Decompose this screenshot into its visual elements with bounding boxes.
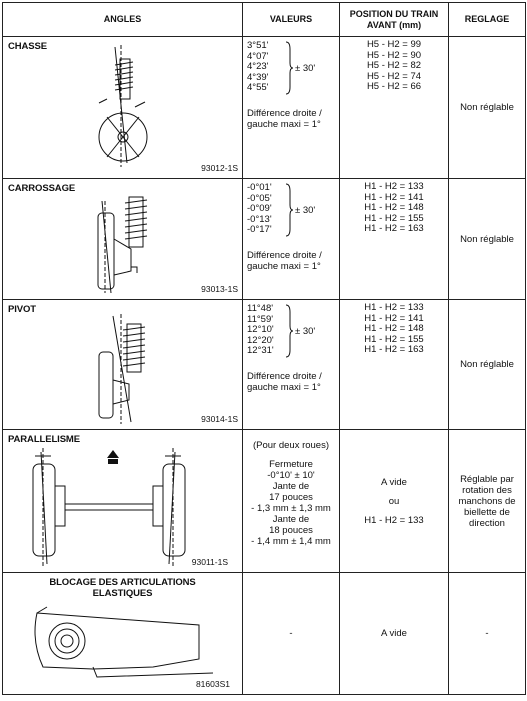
position-item: H1 - H2 = 133 (364, 514, 424, 526)
value-item: 17 pouces (269, 492, 313, 503)
reglage-cell: Non réglable (449, 179, 526, 300)
angle-name (3, 578, 242, 599)
position-item: H1 - H2 = 141 (364, 191, 424, 203)
position-cell: A vide (340, 573, 449, 695)
brace-icon (285, 304, 293, 358)
reglage-cell: Réglable par rotation des manchons de biellette de direction (449, 430, 526, 573)
position-item: H5 - H2 = 90 (366, 49, 422, 61)
figure-ref: 93012-1S (201, 163, 238, 173)
value-item: 11°59' (247, 313, 274, 325)
angle-name: CARROSSAGE (8, 183, 76, 194)
position-item: H1 - H2 = 148 (364, 323, 424, 334)
direction-arrow-icon (107, 450, 119, 458)
position-item: H5 - H2 = 99 (366, 39, 422, 50)
value-item: 18 pouces (269, 525, 313, 536)
values-cell: - (243, 573, 340, 695)
tolerance: ± 30' (295, 326, 316, 337)
values-cell (243, 300, 340, 430)
tolerance: ± 30' (295, 205, 316, 216)
value-item: - 1,4 mm ± 1,4 mm (251, 536, 331, 547)
brace-icon (285, 183, 293, 237)
table-row (3, 37, 526, 179)
header-reglage: REGLAGE (449, 3, 526, 37)
values-cell (243, 37, 340, 179)
figure-ref: 93013-1S (201, 284, 238, 294)
position-item: H1 - H2 = 133 (364, 302, 424, 313)
position-item: ou (388, 495, 400, 507)
position-item: H5 - H2 = 66 (366, 81, 422, 92)
parallelisme-diagram (3, 430, 243, 573)
value-item: 12°10' (247, 324, 274, 335)
values-cell (243, 179, 340, 300)
header-valeurs: VALEURS (243, 3, 340, 37)
figure-ref: 93014-1S (201, 414, 238, 424)
position-cell (340, 179, 449, 300)
table-row (3, 430, 526, 573)
difference-note: Différence droite / gauche maxi = 1° (247, 370, 322, 393)
position-item: H1 - H2 = 155 (364, 212, 424, 224)
position-item: H5 - H2 = 74 (366, 70, 422, 82)
header-row (3, 3, 526, 37)
difference-note: Différence droite / gauche maxi = 1° (247, 107, 322, 130)
value-item: (Pour deux roues) (252, 440, 330, 451)
figure-ref: 81603S1 (195, 679, 230, 689)
value-item: Jante de (272, 481, 310, 492)
value-item: 4°07' (247, 50, 269, 62)
position-item: H1 - H2 = 163 (364, 344, 424, 355)
table-row (3, 573, 526, 695)
value-item: 4°23' (247, 61, 269, 72)
value-item: Jante de (272, 514, 310, 525)
value-item: -0°01' (247, 182, 272, 193)
position-item: H1 - H2 = 155 (364, 333, 424, 345)
reglage-cell: Non réglable (449, 37, 526, 179)
value-item: 4°55' (247, 82, 269, 93)
angle-cell-blocage (3, 573, 243, 695)
specification-sheet (2, 2, 525, 697)
alignment-table (2, 2, 526, 695)
angle-cell-parallelisme (3, 430, 243, 573)
value-item: 11°48' (247, 303, 274, 314)
table-row (3, 300, 526, 430)
value-item: -0°10' ± 10' (267, 470, 315, 481)
reglage-cell: Non réglable (449, 300, 526, 430)
difference-note: Différence droite / gauche maxi = 1° (247, 249, 322, 272)
header-angles: ANGLES (3, 3, 243, 37)
value-item: -0°17' (247, 224, 272, 235)
value-item: 3°51' (247, 40, 269, 51)
angle-cell-chasse (3, 37, 243, 179)
position-item: H1 - H2 = 148 (364, 202, 424, 213)
value-item: 12°20' (247, 334, 274, 346)
values-cell (243, 430, 340, 573)
value-item: Fermeture (269, 459, 313, 470)
value-item: - 1,3 mm ± 1,3 mm (251, 503, 331, 514)
brace-icon (285, 41, 293, 95)
carrossage-diagram (3, 179, 243, 300)
value-item: -0°09' (247, 203, 272, 214)
angle-name: PARALLELISME (8, 434, 80, 445)
position-cell (340, 300, 449, 430)
angle-name-text: BLOCAGE DES ARTICULATIONS ELASTIQUES (49, 577, 196, 599)
value-item: -0°05' (247, 192, 272, 204)
table-row (3, 179, 526, 300)
angle-name: PIVOT (8, 304, 37, 315)
position-item: H5 - H2 = 82 (366, 60, 422, 71)
chasse-diagram (3, 37, 243, 179)
header-position-label: POSITION DU TRAIN AVANT (mm) (349, 9, 439, 30)
position-item: H1 - H2 = 133 (364, 181, 424, 192)
reglage-cell: - (449, 573, 526, 695)
value-item: -0°13' (247, 213, 272, 225)
value-spacer (243, 451, 339, 459)
tolerance: ± 30' (295, 63, 316, 74)
position-item: H1 - H2 = 141 (364, 312, 424, 324)
figure-ref: 93011-1S (191, 557, 228, 567)
angle-cell-pivot (3, 300, 243, 430)
position-item: A vide (381, 476, 407, 488)
value-item: 4°39' (247, 71, 269, 83)
position-cell (340, 37, 449, 179)
pivot-diagram (3, 300, 243, 430)
value-item: 12°31' (247, 345, 274, 356)
angle-name: CHASSE (8, 41, 47, 52)
header-position (340, 3, 449, 37)
angle-cell-carrossage (3, 179, 243, 300)
position-cell (340, 430, 449, 573)
position-item: H1 - H2 = 163 (364, 223, 424, 234)
